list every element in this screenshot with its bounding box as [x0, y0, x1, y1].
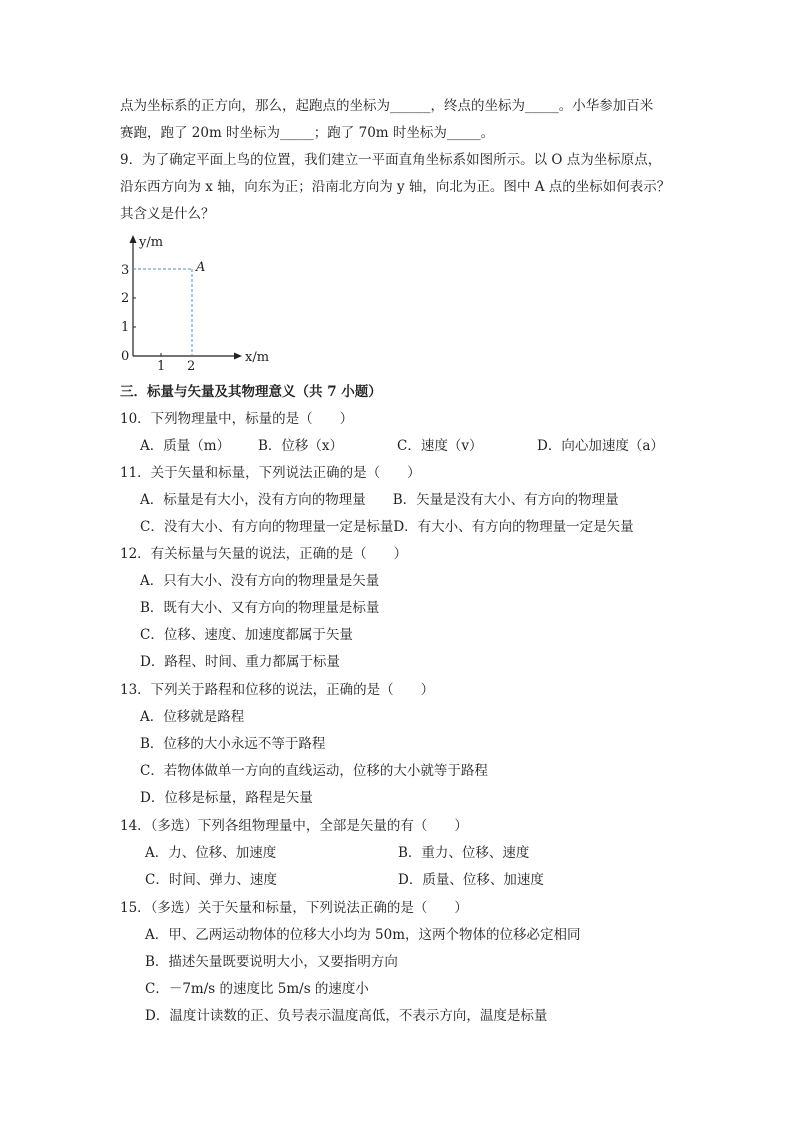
q12-stem: 12．有关标量与矢量的说法，正确的是（ ）	[120, 546, 408, 562]
q12-option-a: A．只有大小、没有方向的物理量是矢量	[140, 573, 380, 589]
q11-options-cd: C．没有大小、有方向的物理量一定是标量D．有大小、有方向的物理量一定是矢量	[140, 519, 634, 535]
q15-option-c: C．－7m/s 的速度比 5m/s 的速度小	[145, 981, 369, 997]
q14-option-c: C．时间、弹力、速度	[145, 872, 277, 888]
y-axis-arrow	[130, 235, 137, 243]
q15-option-d: D．温度计读数的正、负号表示温度高低，不表示方向，温度是标量	[145, 1008, 548, 1024]
q11-stem: 11．关于矢量和标量，下列说法正确的是（ ）	[120, 465, 421, 481]
y-tick-label-2: 2	[121, 291, 130, 306]
q13-option-c: C．若物体做单一方向的直线运动，位移的大小就等于路程	[140, 763, 488, 779]
q14-option-b: B．重力、位移、速度	[398, 845, 530, 861]
q8-text-line-2: 赛跑，跑了 20m 时坐标为_____；跑了 70m 时坐标为_____。	[120, 125, 495, 141]
origin-label: 0	[121, 349, 130, 364]
q14-option-d: D．质量、位移、加速度	[398, 872, 544, 888]
q9-stem-line-2: 沿东西方向为 x 轴，向东为正；沿南北方向为 y 轴，向北为正。图中 A 点的坐标如何表示？	[120, 179, 671, 195]
q12-option-b: B．既有大小、又有方向的物理量是标量	[140, 600, 380, 616]
q14-option-a: A．力、位移、加速度	[145, 845, 277, 861]
q15-stem: 15．（多选）关于矢量和标量，下列说法正确的是（ ）	[120, 900, 468, 916]
q9-stem-line-1: 9．为了确定平面上鸟的位置，我们建立一平面直角坐标系如图所示。以 O 点为坐标原点，	[120, 152, 662, 168]
section-3-title: 三．标量与矢量及其物理意义（共 7 小题）	[120, 384, 382, 400]
y-axis-label: y/m	[139, 235, 164, 250]
q11-options-ab: A．标量是有大小，没有方向的物理量 B．矢量是没有大小、有方向的物理量	[140, 492, 619, 508]
coordinate-figure	[115, 232, 285, 372]
q13-option-a: A．位移就是路程	[140, 709, 245, 725]
x-tick-label-2: 2	[187, 359, 196, 372]
q13-option-b: B．位移的大小永远不等于路程	[140, 736, 326, 752]
q10-option-d: D．向心加速度（a）	[537, 438, 664, 454]
x-axis-label: x/m	[245, 350, 270, 365]
q10-option-a: A．质量（m）	[140, 438, 231, 454]
q13-stem: 13．下列关于路程和位移的说法，正确的是（ ）	[120, 682, 435, 698]
q8-text-line-1: 点为坐标系的正方向，那么，起跑点的坐标为______，终点的坐标为_____。小华参加百米	[120, 98, 654, 114]
point-a-label: A	[196, 260, 206, 275]
y-tick-label-1: 1	[121, 320, 130, 335]
x-tick-label-1: 1	[157, 359, 166, 372]
q10-option-c: C．速度（v）	[397, 438, 483, 454]
q12-option-d: D．路程、时间、重力都属于标量	[140, 654, 340, 670]
x-axis-arrow	[234, 353, 242, 360]
q15-option-b: B．描述矢量既要说明大小，又要指明方向	[145, 954, 398, 970]
q14-stem: 14．（多选）下列各组物理量中，全部是矢量的有（ ）	[120, 818, 468, 834]
q13-option-d: D．位移是标量，路程是矢量	[140, 790, 313, 806]
q12-option-c: C．位移、速度、加速度都属于矢量	[140, 627, 353, 643]
q10-option-b: B．位移（x）	[258, 438, 344, 454]
q9-stem-line-3: 其含义是什么？	[120, 206, 215, 222]
q15-option-a: A．甲、乙两运动物体的位移大小均为 50m，这两个物体的位移必定相同	[145, 927, 581, 943]
y-tick-label-3: 3	[121, 263, 130, 278]
q10-stem: 10．下列物理量中，标量的是（ ）	[120, 411, 354, 427]
